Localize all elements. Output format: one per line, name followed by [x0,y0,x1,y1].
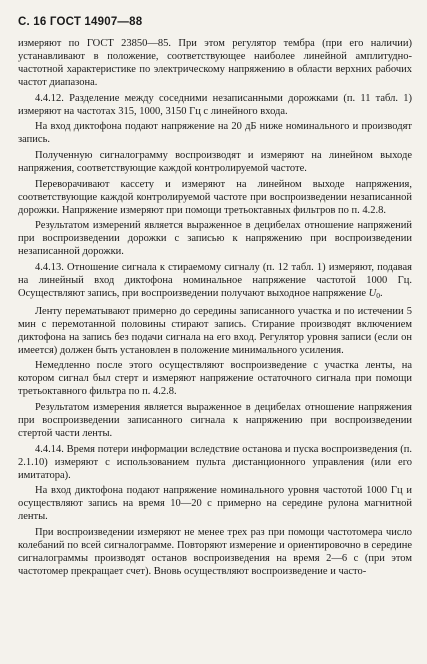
paragraph [18,305,412,357]
paragraph-text: При воспроизведении измеряют не менее трех раз при помощи частотомера число колебаний по всей сигналограмме. Повторяют измерение и ориентировочно в середине сигналограммы производят останов воспроизведения на время 2—6 с (при этом частотомер прекращает счет). Вновь осуществляют воспроизведение и часто- [18,526,412,578]
paragraph-text: 4.4.12. Разделение между соседними незаписанными дорожками (п. 11 табл. 1) измеряют на частотах 315, 1000, 3150 Гц с линейного входа. [18,92,412,117]
paragraph-text: Немедленно после этого осуществляют воспроизведение с участка ленты, на котором сигнал был стерт и измеряют напряжение остаточного сигнала при помощи третьоктавного фильтра по п. 4.2.8. [18,360,412,398]
paragraph-text: Полученную сигналограмму воспроизводят и измеряют на линейном выходе напряжения, соответствующие каждой контролируемой частоте. [18,149,412,175]
paragraph-text: 4.4.13. Отношение сигнала к стираемому сигналу (п. 12 табл. 1) измеряют, подавая на линейный вход диктофона номинальное напряжение частотой 1000 Гц. Осуществляют запись, при воспроизведении получают выходное напряжение [18,261,412,300]
paragraph-text: Результатом измерения является выраженное в децибелах отношение напряжения при воспроизведении записанного сигнала к напряжению при воспроизведении стертой части ленты. [18,401,412,440]
paragraph [18,92,412,118]
paragraph-text: Ленту перематывают примерно до середины записанного участка и по истечении 5 мин с перемотанной половины стирают запись. Стирание производят включением диктофона на запись без подачи сигнала на его вход. Регулятор уровня записи (если он имеется) должен быть установлен в положение минимального усиления. [18,305,412,356]
paragraph-text: измеряют по ГОСТ 23850—85. При этом регулятор тембра (при его наличии) устанавливают в положение, соответствующее наиболее линейной амплитудно-частотной характеристике по электрическому напряжению в области верхних рабочих частот диапазона. [18,38,412,89]
paragraph-text: Результатом измерений является выраженное в децибелах отношение напряжений при воспроизведении дорожки с записью к напряжению при воспроизведении незаписанной дорожки. [18,220,412,258]
paragraph [18,149,412,175]
paragraph [18,120,412,146]
voltage-symbol: U [368,288,377,300]
paragraph [18,178,412,217]
document-body [18,37,412,581]
paragraph [18,526,412,578]
page-header: С. 16 ГОСТ 14907—88 [18,16,143,28]
paragraph-text: На вход диктофона подают напряжение на 20 дБ ниже номинального и производят запись. [18,121,412,146]
paragraph [18,443,412,482]
paragraph [18,401,412,440]
paragraph [18,359,412,398]
paragraph-text: На вход диктофона подают напряжение номинального уровня частотой 1000 Гц и осуществляют запись на время 10—20 с примерно на середине рулона магнитной ленты. [18,485,412,523]
paragraph [18,37,412,89]
paragraph [18,219,412,258]
paragraph-tail: . [380,288,383,300]
paragraph-text: 4.4.14. Время потери информации вследствие останова и пуска воспроизведения (п. 2.1.10) измеряют с использованием пульта дистанционного управления (или его имитатора). [18,443,412,481]
paragraph-text: Переворачивают кассету и измеряют на линейном выходе напряжения, соответствующие каждой контролируемой частоте при воспроизведении незаписанной дорожки. Напряжение измеряют при помощи третьоктавных фильтров по п. 4.2.8. [18,178,412,216]
paragraph [18,484,412,523]
paragraph [18,261,412,302]
voltage-subscript: 0 [376,291,380,301]
